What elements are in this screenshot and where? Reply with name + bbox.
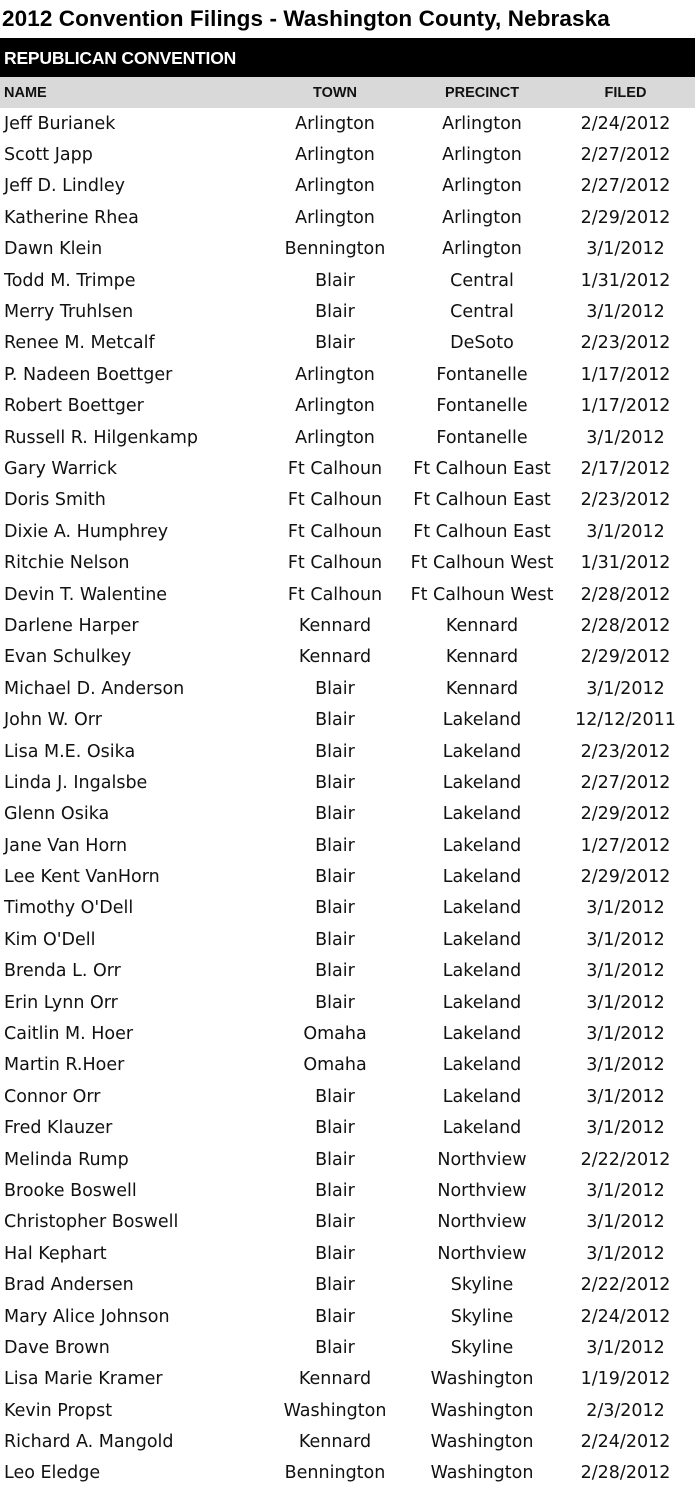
cell-name: Martin R.Hoer bbox=[4, 1055, 125, 1076]
table-row bbox=[0, 861, 695, 892]
cell-filed: 3/1/2012 bbox=[586, 898, 665, 919]
cell-filed: 3/1/2012 bbox=[586, 929, 665, 950]
table-row bbox=[0, 987, 695, 1018]
cell-town: Washington bbox=[283, 1400, 387, 1421]
table-row bbox=[0, 1395, 695, 1426]
cell-town: Blair bbox=[315, 1118, 355, 1139]
cell-town: Arlington bbox=[295, 396, 375, 417]
cell-name: Mary Alice Johnson bbox=[4, 1306, 170, 1327]
cell-filed: 2/28/2012 bbox=[580, 615, 671, 636]
cell-filed: 3/1/2012 bbox=[586, 521, 665, 542]
table-row bbox=[0, 453, 695, 484]
cell-name: Evan Schulkey bbox=[4, 647, 132, 668]
cell-filed: 2/3/2012 bbox=[586, 1400, 665, 1421]
cell-town: Blair bbox=[315, 992, 355, 1013]
table-row bbox=[0, 830, 695, 861]
cell-name: Melinda Rump bbox=[4, 1149, 129, 1170]
cell-precinct: Kennard bbox=[445, 678, 519, 699]
cell-town: Blair bbox=[315, 270, 355, 291]
cell-town: Omaha bbox=[303, 1024, 367, 1045]
cell-name: P. Nadeen Boettger bbox=[4, 364, 173, 385]
cell-name: Jeff Burianek bbox=[4, 113, 116, 134]
cell-town: Bennington bbox=[284, 1463, 386, 1484]
table-row bbox=[0, 736, 695, 767]
cell-town: Ft Calhoun bbox=[287, 584, 383, 605]
cell-filed: 3/1/2012 bbox=[586, 1055, 665, 1076]
cell-precinct: Ft Calhoun East bbox=[413, 521, 551, 542]
cell-town: Blair bbox=[315, 1337, 355, 1358]
cell-filed: 3/1/2012 bbox=[586, 1337, 665, 1358]
cell-precinct: Skyline bbox=[450, 1275, 514, 1296]
cell-filed: 2/23/2012 bbox=[580, 490, 671, 511]
cell-town: Arlington bbox=[295, 113, 375, 134]
cell-precinct: Arlington bbox=[442, 207, 522, 228]
cell-precinct: Lakeland bbox=[442, 929, 522, 950]
section-heading: REPUBLICAN CONVENTION bbox=[0, 38, 695, 77]
cell-town: Blair bbox=[315, 804, 355, 825]
cell-filed: 1/17/2012 bbox=[580, 364, 671, 385]
cell-town: Ft Calhoun bbox=[287, 458, 383, 479]
cell-precinct: DeSoto bbox=[450, 333, 514, 354]
cell-filed: 3/1/2012 bbox=[586, 1024, 665, 1045]
cell-filed: 2/27/2012 bbox=[580, 772, 671, 793]
cell-filed: 3/1/2012 bbox=[586, 1086, 665, 1107]
cell-precinct: Arlington bbox=[442, 239, 522, 260]
cell-name: Brooke Boswell bbox=[4, 1180, 137, 1201]
cell-filed: 2/29/2012 bbox=[580, 207, 671, 228]
table-row bbox=[0, 234, 695, 265]
table-row bbox=[0, 1269, 695, 1300]
cell-town: Blair bbox=[315, 741, 355, 762]
cell-filed: 1/19/2012 bbox=[580, 1369, 671, 1390]
cell-town: Blair bbox=[315, 835, 355, 856]
cell-precinct: Arlington bbox=[442, 176, 522, 197]
cell-town: Ft Calhoun bbox=[287, 490, 383, 511]
cell-precinct: Northview bbox=[437, 1212, 527, 1233]
table-row bbox=[0, 893, 695, 924]
cell-town: Blair bbox=[315, 333, 355, 354]
cell-filed: 2/17/2012 bbox=[580, 458, 671, 479]
cell-precinct: Kennard bbox=[445, 615, 519, 636]
cell-town: Bennington bbox=[284, 239, 386, 260]
table-row bbox=[0, 139, 695, 170]
column-header-town: TOWN bbox=[312, 84, 358, 101]
table-row bbox=[0, 516, 695, 547]
cell-name: Richard A. Mangold bbox=[4, 1432, 174, 1453]
cell-town: Kennard bbox=[298, 1369, 372, 1390]
cell-town: Blair bbox=[315, 1306, 355, 1327]
cell-precinct: Lakeland bbox=[442, 1024, 522, 1045]
cell-name: Dawn Klein bbox=[4, 239, 103, 260]
cell-town: Blair bbox=[315, 1212, 355, 1233]
cell-name: Lee Kent VanHorn bbox=[4, 867, 160, 888]
cell-town: Blair bbox=[315, 710, 355, 731]
table-row bbox=[0, 359, 695, 390]
table-row bbox=[0, 485, 695, 516]
cell-filed: 3/1/2012 bbox=[586, 961, 665, 982]
cell-name: Caitlin M. Hoer bbox=[4, 1024, 134, 1045]
cell-town: Ft Calhoun bbox=[287, 553, 383, 574]
cell-name: Kim O'Dell bbox=[4, 929, 96, 950]
cell-name: Gary Warrick bbox=[4, 458, 118, 479]
cell-precinct: Northview bbox=[437, 1180, 527, 1201]
table-row bbox=[0, 1426, 695, 1457]
table-row bbox=[0, 171, 695, 202]
cell-filed: 3/1/2012 bbox=[586, 678, 665, 699]
cell-name: Robert Boettger bbox=[4, 396, 144, 417]
cell-name: Lisa Marie Kramer bbox=[4, 1369, 163, 1390]
cell-town: Omaha bbox=[303, 1055, 367, 1076]
cell-name: Scott Japp bbox=[4, 145, 93, 166]
cell-town: Kennard bbox=[298, 647, 372, 668]
table-row bbox=[0, 1301, 695, 1332]
header-row bbox=[0, 77, 695, 108]
cell-town: Blair bbox=[315, 1086, 355, 1107]
cell-precinct: Northview bbox=[437, 1243, 527, 1264]
cell-name: Russell R. Hilgenkamp bbox=[4, 427, 198, 448]
cell-precinct: Central bbox=[450, 302, 514, 323]
cell-filed: 3/1/2012 bbox=[586, 302, 665, 323]
column-header-filed: FILED bbox=[604, 84, 647, 101]
cell-precinct: Central bbox=[450, 270, 514, 291]
table-row bbox=[0, 799, 695, 830]
cell-name: Renee M. Metcalf bbox=[4, 333, 155, 354]
cell-name: Timothy O'Dell bbox=[4, 898, 134, 919]
table-row bbox=[0, 956, 695, 987]
cell-name: John W. Orr bbox=[4, 710, 102, 731]
cell-name: Lisa M.E. Osika bbox=[4, 741, 136, 762]
table-row bbox=[0, 1144, 695, 1175]
table-row bbox=[0, 1238, 695, 1269]
table-row bbox=[0, 610, 695, 641]
table-row bbox=[0, 1050, 695, 1081]
cell-name: Darlene Harper bbox=[4, 615, 139, 636]
cell-filed: 1/27/2012 bbox=[580, 835, 671, 856]
cell-name: Todd M. Trimpe bbox=[4, 270, 136, 291]
cell-name: Christopher Boswell bbox=[4, 1212, 179, 1233]
cell-name: Hal Kephart bbox=[4, 1243, 107, 1264]
cell-town: Blair bbox=[315, 898, 355, 919]
cell-precinct: Lakeland bbox=[442, 1086, 522, 1107]
cell-town: Arlington bbox=[295, 145, 375, 166]
cell-filed: 1/31/2012 bbox=[580, 270, 671, 291]
cell-town: Ft Calhoun bbox=[287, 521, 383, 542]
cell-name: Jeff D. Lindley bbox=[4, 176, 125, 197]
cell-precinct: Lakeland bbox=[442, 710, 522, 731]
cell-town: Arlington bbox=[295, 427, 375, 448]
cell-filed: 2/29/2012 bbox=[580, 867, 671, 888]
cell-name: Fred Klauzer bbox=[4, 1118, 113, 1139]
cell-town: Blair bbox=[315, 1180, 355, 1201]
cell-precinct: Lakeland bbox=[442, 835, 522, 856]
table-row bbox=[0, 924, 695, 955]
cell-precinct: Washington bbox=[430, 1400, 534, 1421]
cell-precinct: Kennard bbox=[445, 647, 519, 668]
table-row bbox=[0, 1081, 695, 1112]
cell-name: Merry Truhlsen bbox=[4, 302, 134, 323]
table-row bbox=[0, 642, 695, 673]
cell-precinct: Lakeland bbox=[442, 804, 522, 825]
cell-name: Connor Orr bbox=[4, 1086, 101, 1107]
cell-name: Erin Lynn Orr bbox=[4, 992, 118, 1013]
table-row bbox=[0, 673, 695, 704]
cell-filed: 3/1/2012 bbox=[586, 427, 665, 448]
table-row bbox=[0, 108, 695, 139]
table-row bbox=[0, 579, 695, 610]
column-header-precinct: PRECINCT bbox=[444, 84, 520, 101]
cell-filed: 1/31/2012 bbox=[580, 553, 671, 574]
table-row bbox=[0, 1458, 695, 1489]
cell-precinct: Fontanelle bbox=[436, 364, 528, 385]
table-row bbox=[0, 1332, 695, 1363]
cell-filed: 2/28/2012 bbox=[580, 584, 671, 605]
cell-precinct: Ft Calhoun West bbox=[410, 584, 554, 605]
cell-town: Blair bbox=[315, 302, 355, 323]
cell-precinct: Fontanelle bbox=[436, 396, 528, 417]
cell-filed: 2/28/2012 bbox=[580, 1463, 671, 1484]
table-row bbox=[0, 1018, 695, 1049]
cell-precinct: Skyline bbox=[450, 1306, 514, 1327]
cell-town: Blair bbox=[315, 1275, 355, 1296]
table-row bbox=[0, 391, 695, 422]
cell-town: Blair bbox=[315, 929, 355, 950]
cell-name: Dixie A. Humphrey bbox=[4, 521, 169, 542]
cell-precinct: Northview bbox=[437, 1149, 527, 1170]
cell-precinct: Lakeland bbox=[442, 867, 522, 888]
table-row bbox=[0, 1113, 695, 1144]
cell-precinct: Lakeland bbox=[442, 992, 522, 1013]
cell-filed: 3/1/2012 bbox=[586, 992, 665, 1013]
table-body bbox=[0, 108, 695, 1489]
table-row bbox=[0, 1207, 695, 1238]
column-header-name: NAME bbox=[4, 84, 47, 101]
cell-name: Doris Smith bbox=[4, 490, 106, 511]
cell-filed: 3/1/2012 bbox=[586, 1212, 665, 1233]
cell-precinct: Fontanelle bbox=[436, 427, 528, 448]
table-row bbox=[0, 767, 695, 798]
cell-town: Arlington bbox=[295, 364, 375, 385]
cell-precinct: Arlington bbox=[442, 113, 522, 134]
table-row bbox=[0, 265, 695, 296]
cell-filed: 3/1/2012 bbox=[586, 1243, 665, 1264]
table-row bbox=[0, 704, 695, 735]
table-row bbox=[0, 547, 695, 578]
cell-town: Blair bbox=[315, 1243, 355, 1264]
cell-filed: 2/24/2012 bbox=[580, 113, 671, 134]
cell-town: Blair bbox=[315, 678, 355, 699]
cell-filed: 3/1/2012 bbox=[586, 1180, 665, 1201]
cell-name: Katherine Rhea bbox=[4, 207, 139, 228]
cell-town: Kennard bbox=[298, 1432, 372, 1453]
cell-name: Dave Brown bbox=[4, 1337, 110, 1358]
cell-town: Arlington bbox=[295, 207, 375, 228]
cell-filed: 2/29/2012 bbox=[580, 804, 671, 825]
cell-precinct: Lakeland bbox=[442, 741, 522, 762]
cell-town: Blair bbox=[315, 772, 355, 793]
cell-filed: 2/24/2012 bbox=[580, 1306, 671, 1327]
cell-precinct: Skyline bbox=[450, 1337, 514, 1358]
table-row bbox=[0, 422, 695, 453]
cell-filed: 2/22/2012 bbox=[580, 1275, 671, 1296]
filings-table bbox=[0, 77, 695, 1489]
table-row bbox=[0, 328, 695, 359]
document-title: 2012 Convention Filings - Washington County, Nebraska bbox=[2, 6, 610, 31]
cell-name: Brad Andersen bbox=[4, 1275, 134, 1296]
cell-name: Ritchie Nelson bbox=[4, 553, 130, 574]
cell-filed: 2/23/2012 bbox=[580, 333, 671, 354]
cell-name: Linda J. Ingalsbe bbox=[4, 772, 148, 793]
cell-precinct: Lakeland bbox=[442, 961, 522, 982]
cell-filed: 12/12/2011 bbox=[575, 710, 676, 731]
cell-filed: 2/29/2012 bbox=[580, 647, 671, 668]
cell-town: Arlington bbox=[295, 176, 375, 197]
cell-filed: 2/23/2012 bbox=[580, 741, 671, 762]
cell-precinct: Ft Calhoun East bbox=[413, 458, 551, 479]
cell-name: Leo Eledge bbox=[4, 1463, 101, 1484]
cell-precinct: Lakeland bbox=[442, 1118, 522, 1139]
cell-precinct: Washington bbox=[430, 1369, 534, 1390]
cell-name: Michael D. Anderson bbox=[4, 678, 185, 699]
table-row bbox=[0, 296, 695, 327]
table-row bbox=[0, 202, 695, 233]
cell-name: Jane Van Horn bbox=[4, 835, 128, 856]
table-row bbox=[0, 1175, 695, 1206]
cell-town: Blair bbox=[315, 961, 355, 982]
cell-filed: 3/1/2012 bbox=[586, 239, 665, 260]
cell-precinct: Washington bbox=[430, 1463, 534, 1484]
cell-name: Brenda L. Orr bbox=[4, 961, 121, 982]
cell-name: Kevin Propst bbox=[4, 1400, 113, 1421]
cell-precinct: Ft Calhoun East bbox=[413, 490, 551, 511]
cell-name: Devin T. Walentine bbox=[4, 584, 168, 605]
cell-filed: 2/27/2012 bbox=[580, 145, 671, 166]
cell-town: Blair bbox=[315, 867, 355, 888]
cell-filed: 2/22/2012 bbox=[580, 1149, 671, 1170]
cell-precinct: Washington bbox=[430, 1432, 534, 1453]
cell-filed: 2/27/2012 bbox=[580, 176, 671, 197]
cell-town: Kennard bbox=[298, 615, 372, 636]
cell-precinct: Ft Calhoun West bbox=[410, 553, 554, 574]
cell-filed: 2/24/2012 bbox=[580, 1432, 671, 1453]
cell-precinct: Lakeland bbox=[442, 898, 522, 919]
cell-precinct: Lakeland bbox=[442, 1055, 522, 1076]
cell-filed: 3/1/2012 bbox=[586, 1118, 665, 1139]
cell-precinct: Lakeland bbox=[442, 772, 522, 793]
cell-name: Glenn Osika bbox=[4, 804, 110, 825]
table-row bbox=[0, 1364, 695, 1395]
cell-precinct: Arlington bbox=[442, 145, 522, 166]
cell-filed: 1/17/2012 bbox=[580, 396, 671, 417]
table-header bbox=[0, 77, 695, 108]
cell-town: Blair bbox=[315, 1149, 355, 1170]
